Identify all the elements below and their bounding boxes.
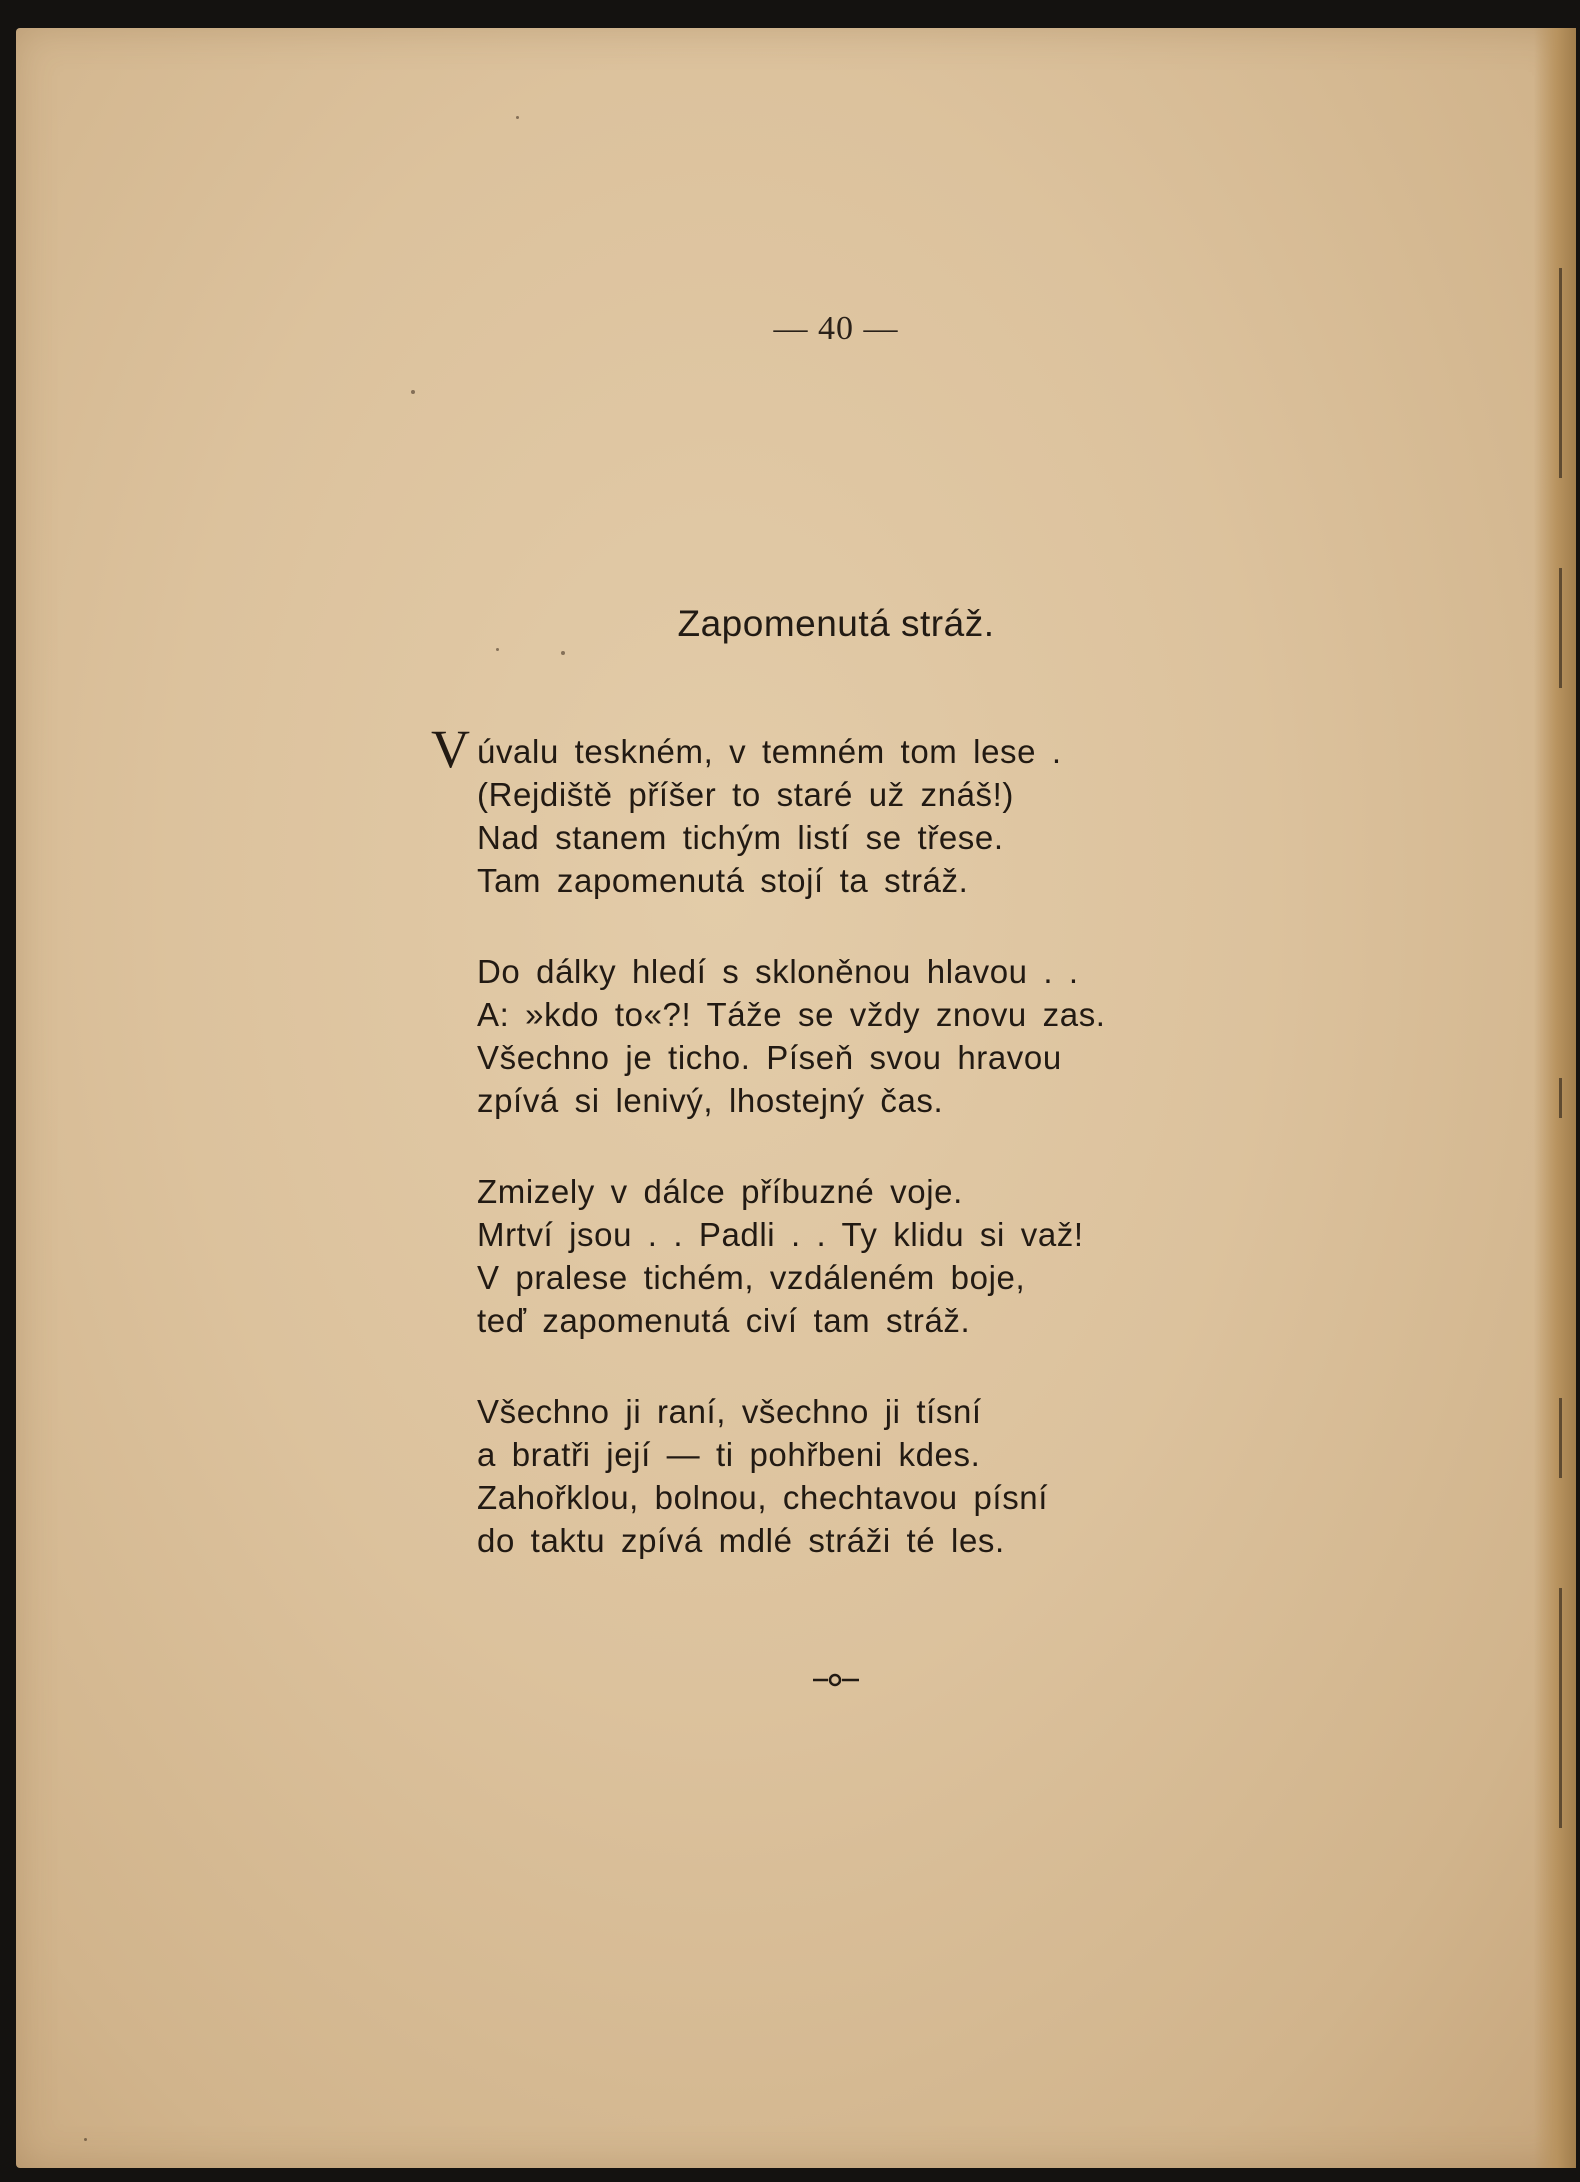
end-ornament-icon [811,1672,861,1688]
poem-line: (Rejdiště příšer to staré už znáš!) [477,776,1015,813]
poem-title: Zapomenutá stráž. [677,603,995,644]
poem-line: úvalu teskném, v temném tom lese . [477,733,1062,770]
poem-line: Všechno ji raní, všechno ji tísní [477,1393,982,1430]
page-edge [1534,28,1576,2168]
paper-speck [561,651,565,655]
edge-mark [1559,1078,1562,1118]
poem-line: A: »kdo to«?! Táže se vždy znovu zas. [477,996,1106,1033]
poem-line: Tam zapomenutá stojí ta stráž. [477,862,969,899]
paper-speck [411,390,415,394]
stanza-1 [431,719,1062,902]
poem-line: Zmizely v dálce příbuzné voje. [477,1173,963,1210]
paper-speck [84,2138,87,2141]
edge-mark [1559,1398,1562,1478]
page-number: — 40 — [773,310,899,347]
edge-mark [1559,268,1562,478]
paper-speck [496,648,499,651]
poem-line: Mrtví jsou . . Padli . . Ty klidu si važ! [477,1216,1084,1253]
poem-line: V pralese tichém, vzdáleném boje, [477,1259,1026,1296]
stanza-3 [477,1170,1084,1342]
edge-mark [1559,1588,1562,1828]
poem-line: Zahořklou, bolnou, chechtavou písní [477,1479,1049,1516]
poem-line: a bratři její — ti pohřbeni kdes. [477,1436,981,1473]
book-page [16,28,1576,2168]
poem-line: zpívá si lenivý, lhostejný čas. [477,1082,944,1119]
poem-line: do taktu zpívá mdlé stráži té les. [477,1522,1005,1559]
stanza-4 [477,1390,1048,1562]
poem-line: Do dálky hledí s skloněnou hlavou . . [477,953,1079,990]
poem-line: teď zapomenutá civí tam stráž. [477,1302,971,1339]
poem-line: Všechno je ticho. Píseň svou hravou [477,1039,1062,1076]
drop-initial: V [431,719,471,779]
poem-line: Nad stanem tichým listí se třese. [477,819,1004,856]
stanza-2 [477,950,1106,1122]
paper-speck [516,116,519,119]
